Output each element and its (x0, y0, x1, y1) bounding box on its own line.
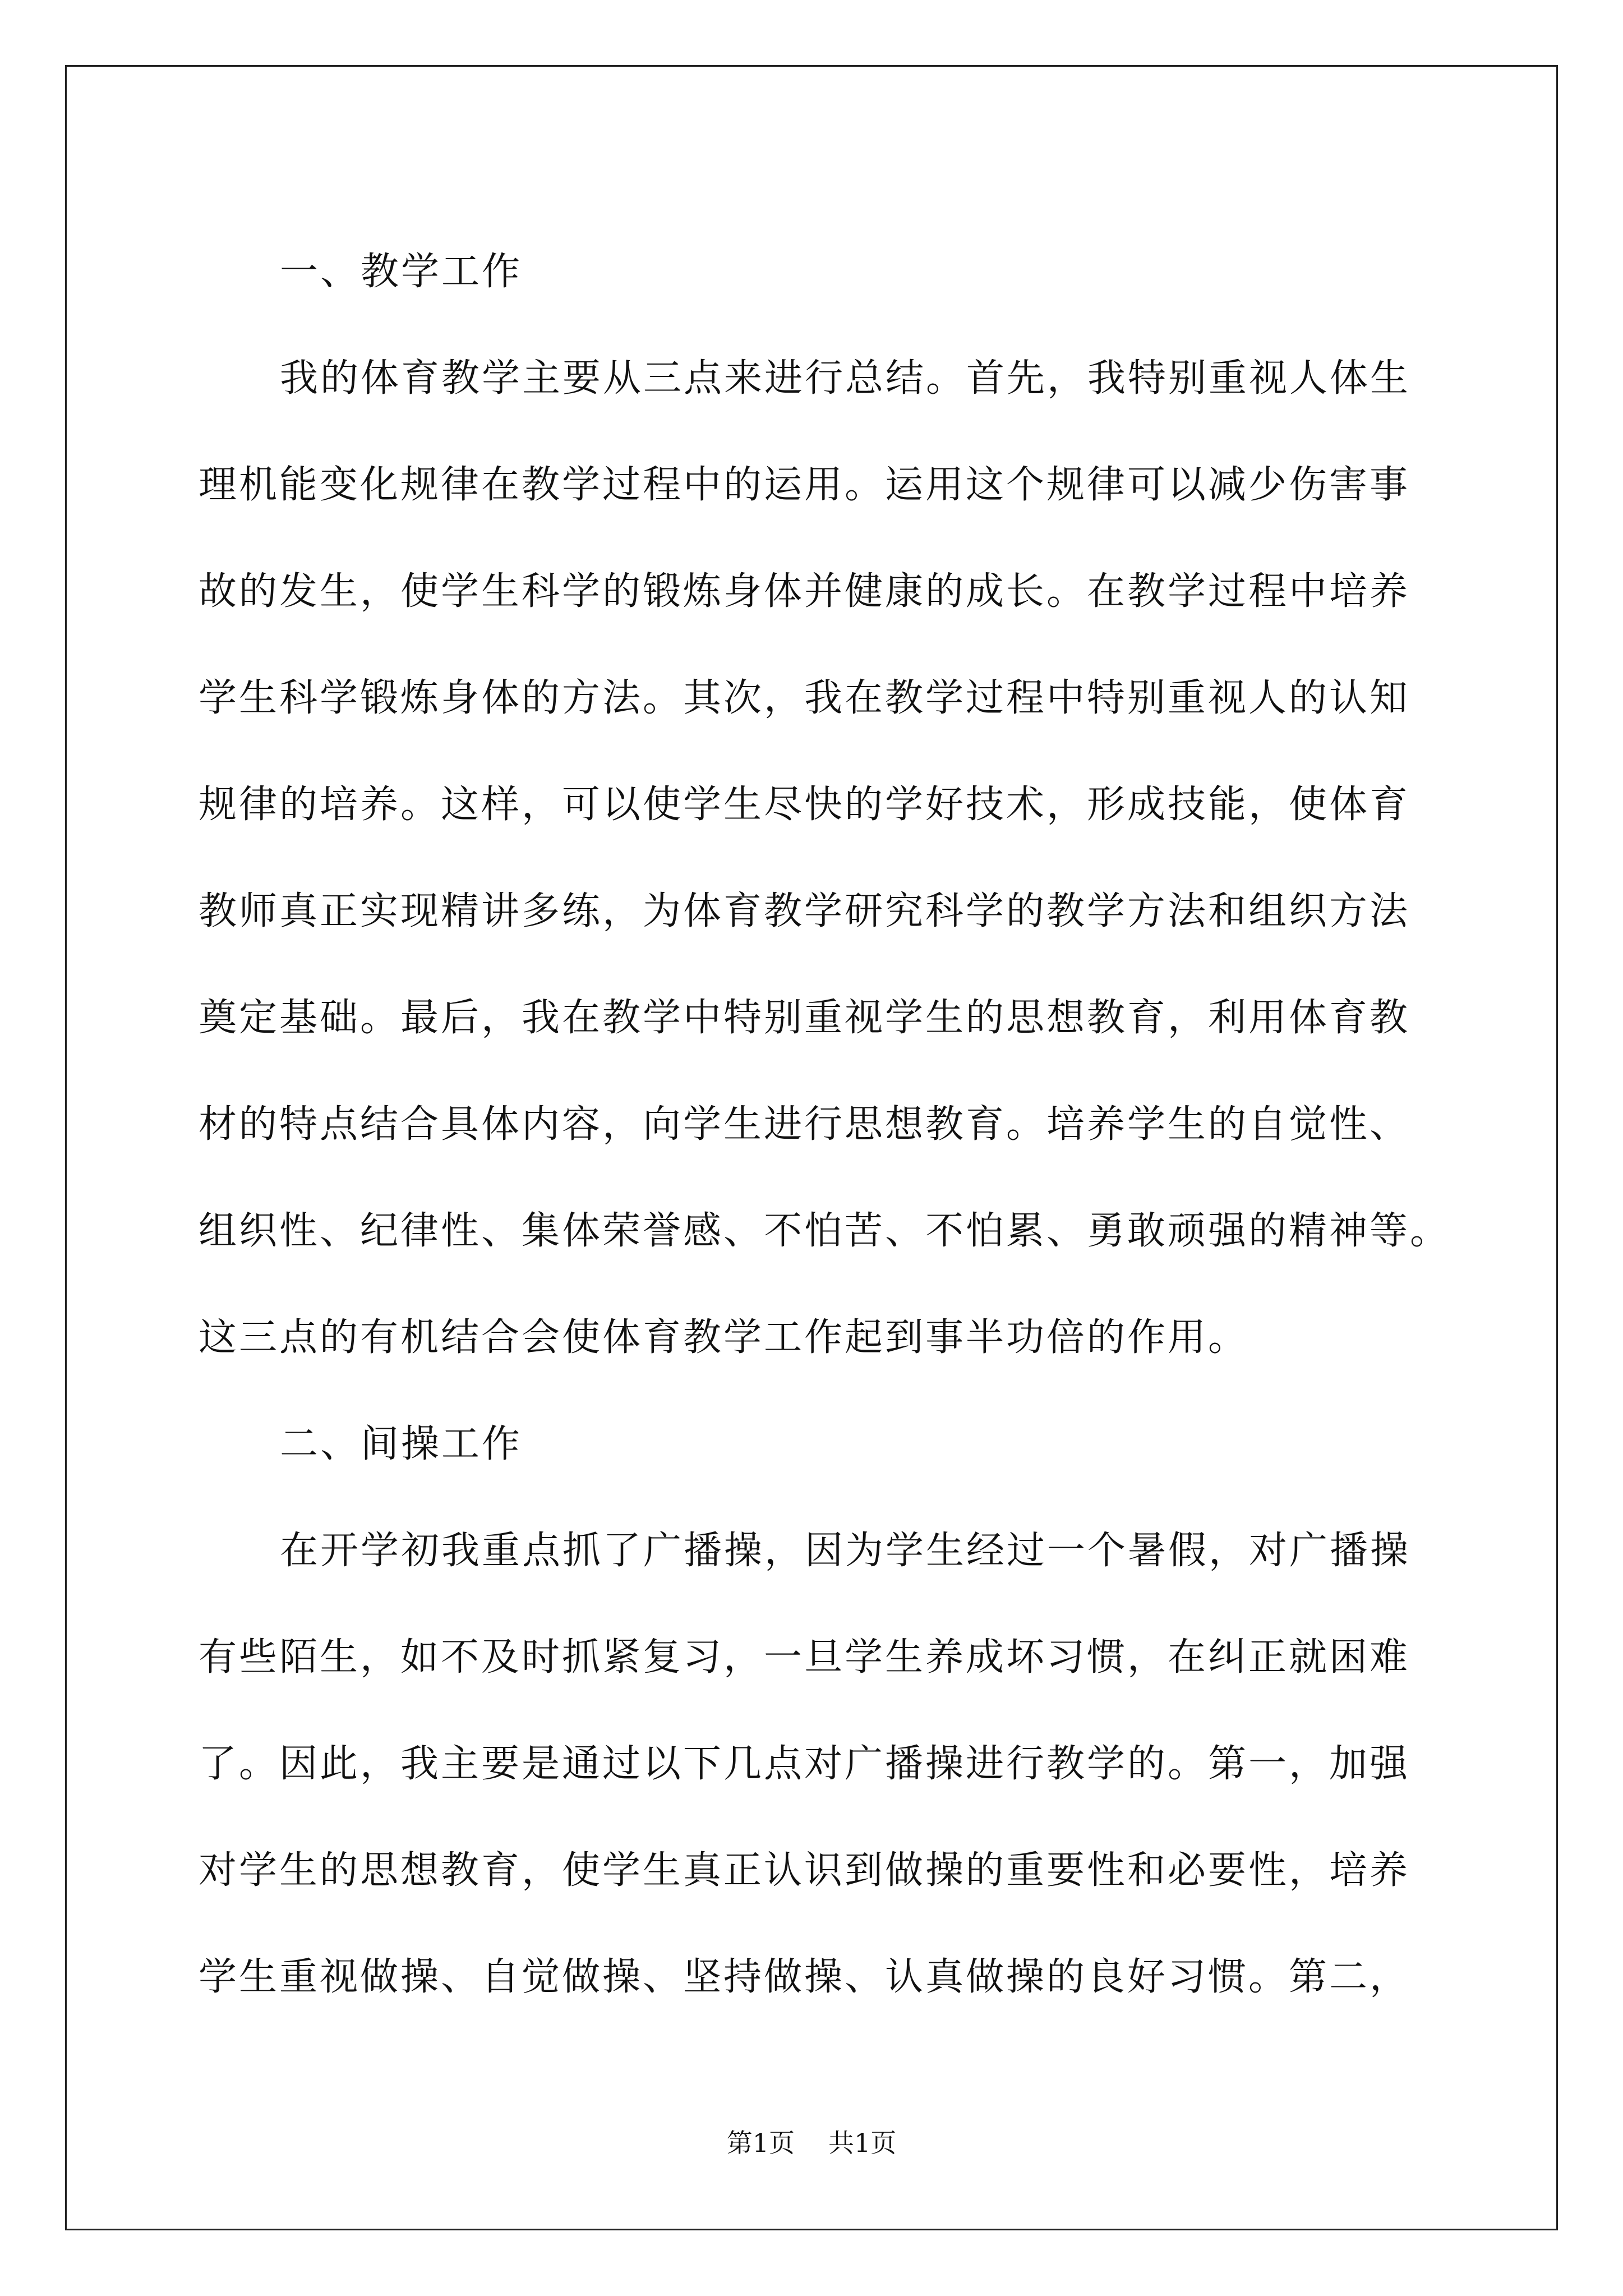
paragraph-line: 故的发生，使学生科学的锻炼身体并健康的成长。在教学过程中培养 (199, 569, 1410, 614)
paragraph-line: 有些陌生，如不及时抓紧复习，一旦学生养成坏习惯，在纠正就困难 (199, 1635, 1410, 1680)
section-heading-exercise: 二、间操工作 (280, 1422, 523, 1466)
paragraph-line: 这三点的有机结合会使体育教学工作起到事半功倍的作用。 (199, 1315, 1249, 1360)
paragraph-line: 材的特点结合具体内容，向学生进行思想教育。培养学生的自觉性、 (199, 1102, 1410, 1147)
paragraph-line: 在开学初我重点抓了广播操，因为学生经过一个暑假，对广播操 (280, 1529, 1411, 1573)
paragraph-line: 组织性、纪律性、集体荣誉感、不怕苦、不怕累、勇敢顽强的精神等。 (199, 1209, 1451, 1253)
page-number-current: 第1页 (726, 2128, 795, 2158)
page-number-total: 共1页 (828, 2128, 897, 2158)
paragraph-line: 规律的培养。这样，可以使学生尽快的学好技术，形成技能，使体育 (199, 783, 1410, 827)
paragraph-line: 了。因此，我主要是通过以下几点对广播操进行教学的。第一，加强 (199, 1742, 1410, 1786)
section-heading-teaching: 一、教学工作 (280, 250, 523, 294)
paragraph-line: 学生科学锻炼身体的方法。其次，我在教学过程中特别重视人的认知 (199, 676, 1410, 720)
paragraph-line: 对学生的思想教育，使学生真正认识到做操的重要性和必要性，培养 (199, 1848, 1410, 1893)
paragraph-line: 我的体育教学主要从三点来进行总结。首先，我特别重视人体生 (280, 356, 1411, 401)
document-body (199, 219, 1451, 2031)
page-footer (0, 2126, 1623, 2160)
paragraph-line: 教师真正实现精讲多练，为体育教学研究科学的教学方法和组织方法 (199, 889, 1410, 933)
paragraph-line: 理机能变化规律在教学过程中的运用。运用这个规律可以减少伤害事 (199, 463, 1410, 507)
paragraph-line: 奠定基础。最后，我在教学中特别重视学生的思想教育，利用体育教 (199, 996, 1410, 1040)
paragraph-line: 学生重视做操、自觉做操、坚持做操、认真做操的良好习惯。第二， (199, 1955, 1410, 1999)
